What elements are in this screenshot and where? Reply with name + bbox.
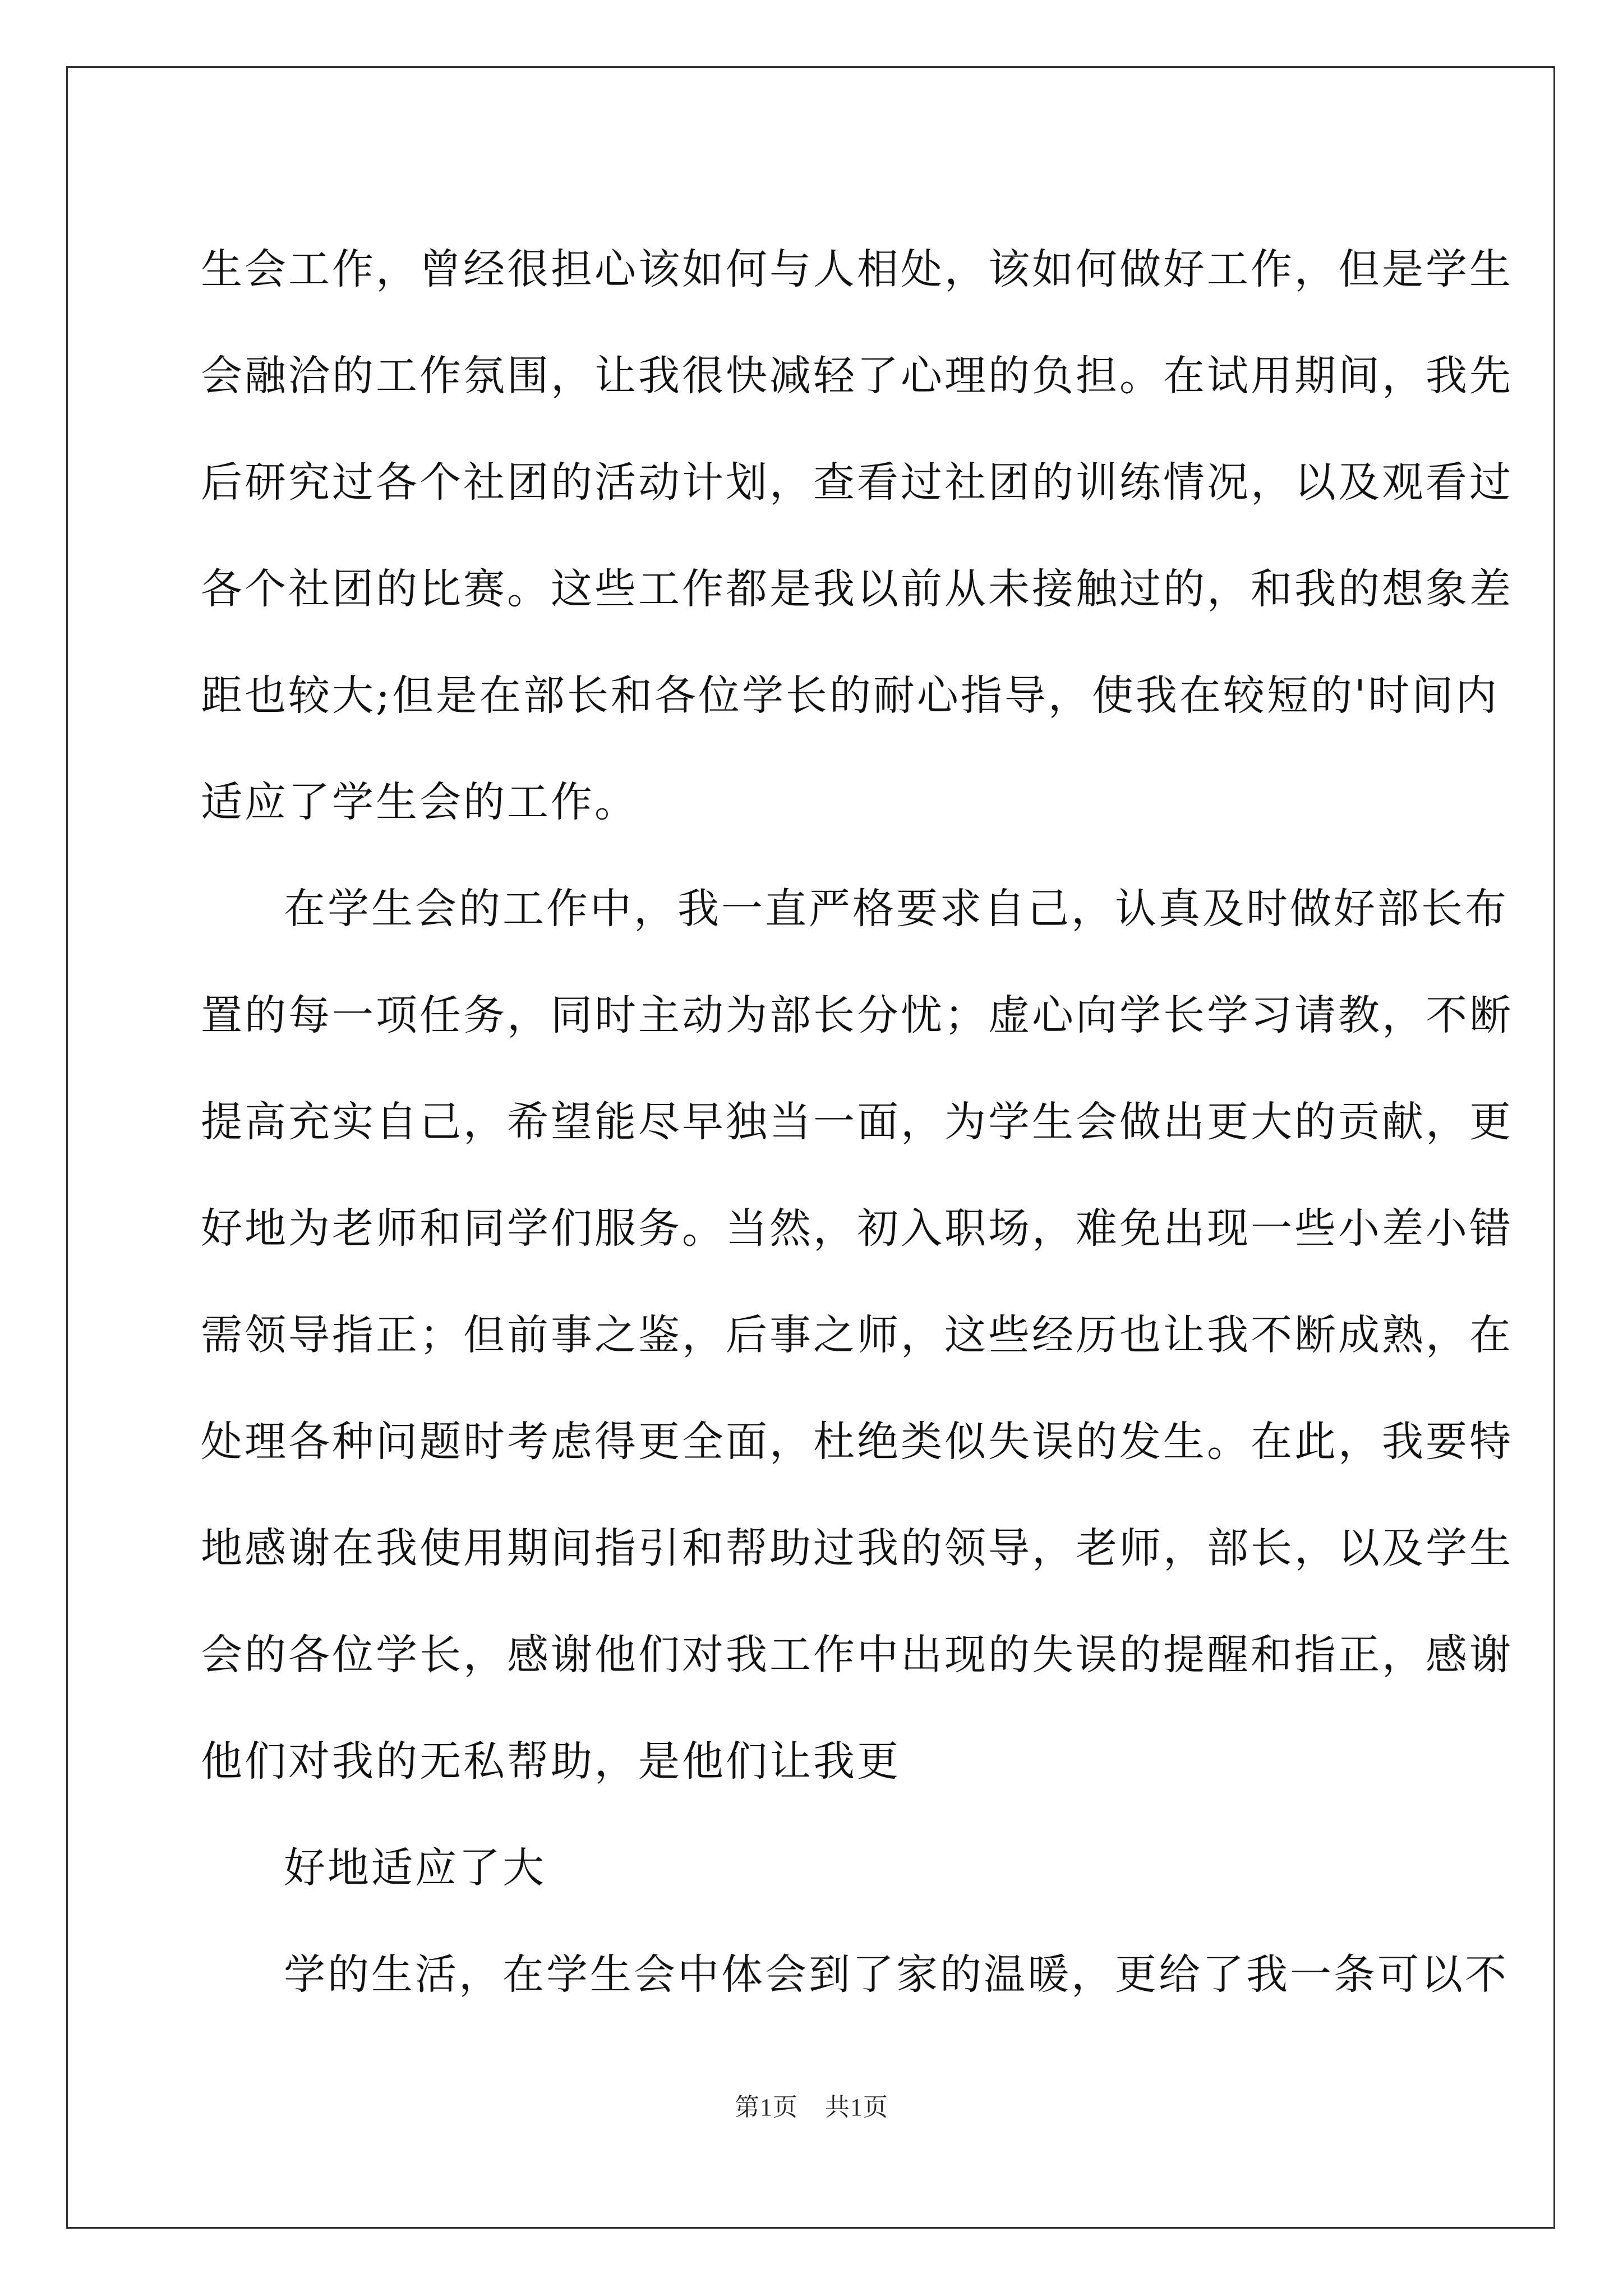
body-line: 会的各位学长，感谢他们对我工作中出现的失误的提醒和指正，感谢	[201, 1631, 1513, 1679]
body-line: 他们对我的无私帮助，是他们让我更	[201, 1737, 901, 1786]
body-line: 提高充实自己，希望能尽早独当一面，为学生会做出更大的贡献，更	[201, 1098, 1513, 1146]
body-line: 适应了学生会的工作。	[201, 778, 638, 826]
body-line: 处理各种问题时考虑得更全面，杜绝类似失误的发生。在此，我要特	[201, 1418, 1513, 1466]
body-line: 好地适应了大	[284, 1844, 546, 1892]
body-line: 置的每一项任务，同时主动为部长分忧；虚心向学长学习请教，不断	[201, 991, 1513, 1039]
body-line: 会融洽的工作氛围，让我很快减轻了心理的负担。在试用期间，我先	[201, 352, 1513, 400]
body-line: 学的生活，在学生会中体会到了家的温暖，更给了我一条可以不	[284, 1950, 1509, 1999]
page-total: 共1页	[825, 2093, 888, 2121]
page-footer	[0, 2087, 1623, 2123]
document-body	[201, 216, 1513, 2028]
body-line: 生会工作，曾经很担心该如何与人相处，该如何做好工作，但是学生	[201, 245, 1513, 293]
body-line: 好地为老师和同学们服务。当然，初入职场，难免出现一些小差小错	[201, 1204, 1513, 1253]
body-line: 地感谢在我使用期间指引和帮助过我的领导，老师，部长，以及学生	[201, 1524, 1513, 1572]
body-line: 需领导指正；但前事之鉴，后事之师，这些经历也让我不断成熟，在	[201, 1311, 1513, 1359]
page-number: 第1页	[735, 2093, 798, 2121]
body-line: 各个社团的比赛。这些工作都是我以前从未接触过的，和我的想象差	[201, 565, 1513, 613]
body-line: 距也较大;但是在部长和各位学长的耐心指导，使我在较短的'时间内	[201, 671, 1500, 720]
body-line: 后研究过各个社团的活动计划，查看过社团的训练情况，以及观看过	[201, 458, 1513, 507]
body-line: 在学生会的工作中，我一直严格要求自己，认真及时做好部长布	[284, 885, 1509, 933]
